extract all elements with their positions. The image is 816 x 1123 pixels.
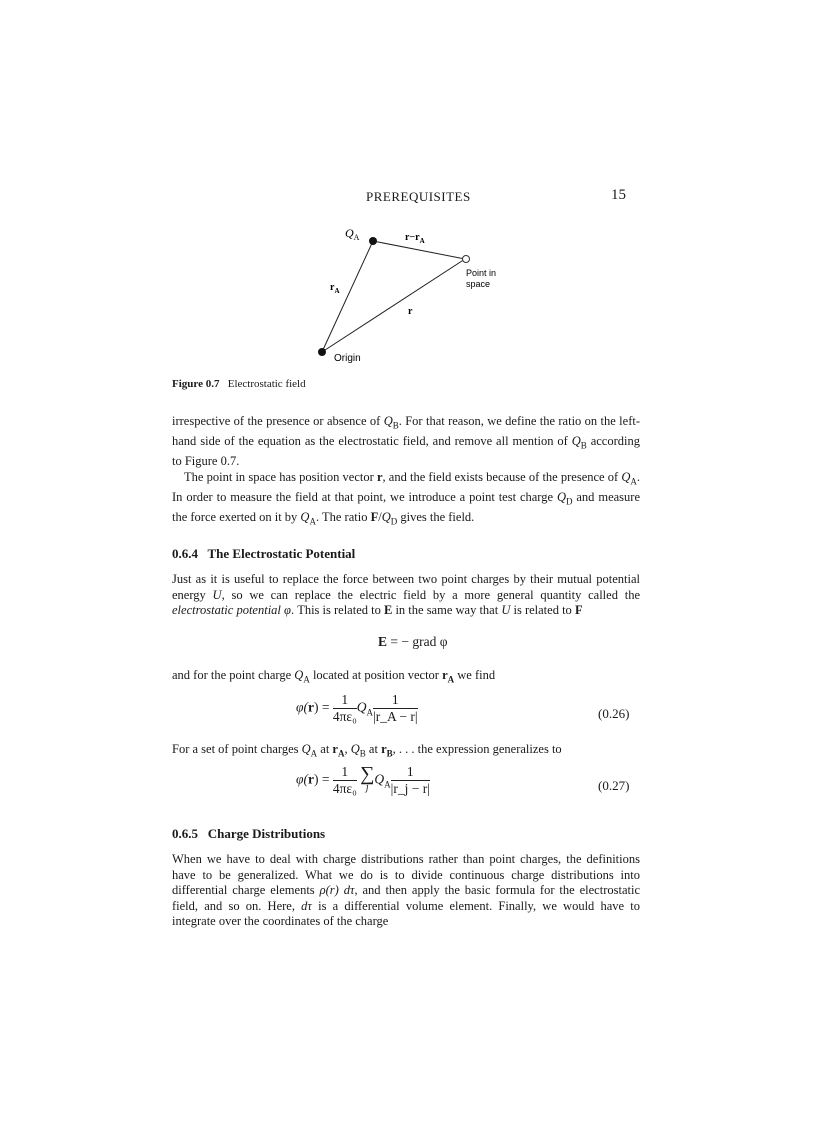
- charge-qa-dot: [369, 237, 377, 245]
- label-ra: $r_A$: [330, 282, 340, 295]
- paragraph: For a set of point charges $Q_A$ at $r_A$, $Q_B$ at $r_B$, . . . the expression generalizes to: [172, 742, 562, 759]
- summation: ∑ j: [360, 762, 375, 793]
- paragraph: and for the point charge $Q_A$ located at position vector $r_A$ we find: [172, 668, 496, 685]
- caption-text: Electrostatic field: [227, 378, 306, 390]
- section-title: Charge Distributions: [207, 826, 326, 841]
- section-number: 0.6.4: [172, 546, 198, 561]
- paragraph: The point in space has position vector r, and the field exists because of the presence of $Q_A$. In order to measure the field at that point, we introduce a point test charge $Q_D$ and measure the force exerted on it by $Q_A$. The ratio $F/Q_D$ gives the field.: [172, 469, 640, 526]
- equation-number-0-27: (0.27): [598, 778, 630, 793]
- electrostatic-field-figure: [300, 222, 520, 372]
- section-number: 0.6.5: [172, 826, 198, 841]
- body-text-block-2: [172, 572, 640, 619]
- paragraph: irrespective of the presence or absence of $Q_B$. For that reason, we define the ratio on the left-hand side of the equation as the electrostatic field, and remove all mention of $Q_B$ according to Figure 0.7.: [172, 414, 640, 468]
- page-number: 15: [611, 187, 626, 203]
- body-text-block-5: [172, 852, 640, 930]
- caption-label: Figure 0.7: [172, 378, 220, 390]
- section-heading: [172, 546, 355, 562]
- section-title: The Electrostatic Potential: [207, 546, 356, 561]
- label-r-minus-ra: $r-r_A$: [405, 232, 425, 245]
- fraction: $\frac{1}{\text{4πε₀}}$: [332, 764, 357, 796]
- label-r: r: [408, 306, 413, 317]
- label-origin: Origin: [334, 353, 361, 364]
- body-text-block-3: [172, 668, 640, 688]
- equation-number-0-26: (0.26): [598, 706, 630, 721]
- figure-caption: [172, 378, 306, 390]
- label-point-in-space-2: space: [466, 279, 491, 289]
- paragraph: Just as it is useful to replace the force between two point charges by their mutual potential energy U, so we can replace the electric field by a more general quantity called the electrostatic potential φ. This is related to E in the same way that U is related to F: [172, 572, 640, 617]
- fraction: $\frac{1}{|r\_j - r|}$: [390, 764, 430, 796]
- equation-0-26: φ(r) = $\frac{1}{\text{4πε₀}}$ $Q_A$ $\frac{1}{|r\_A - r|}$: [296, 692, 418, 724]
- fraction: $\frac{1}{\text{4πε₀}}$: [332, 692, 357, 724]
- label-point-in-space-1: Point in: [466, 268, 497, 278]
- body-text-block-1: [172, 414, 640, 530]
- point-in-space-marker: [463, 256, 470, 263]
- fraction: $\frac{1}{|r\_A - r|}$: [373, 692, 418, 724]
- running-title: PREREQUISITES: [366, 189, 471, 204]
- equation-grad: E = − grad φ: [378, 634, 448, 649]
- equation-0-27: φ(r) = $\frac{1}{\text{4πε₀}}$ ∑ j $Q_A$ $\frac{1}{|r\_j - r|}$: [296, 762, 430, 796]
- origin-dot: [318, 348, 326, 356]
- paragraph: When we have to deal with charge distributions rather than point charges, the definitions have to be generalized. What we do is to divide continuous charge distributions into differential charge elements ρ(r) dτ, and then apply the basic formula for the electrostatic field, and so on. Here, dτ is a differential volume element. Finally, we would have to integrate over the coordinates of the charge: [172, 852, 641, 928]
- label-qa: $Q_A$: [345, 226, 360, 242]
- section-heading: [172, 826, 325, 842]
- body-text-block-4: [172, 742, 640, 762]
- running-header: [366, 189, 471, 205]
